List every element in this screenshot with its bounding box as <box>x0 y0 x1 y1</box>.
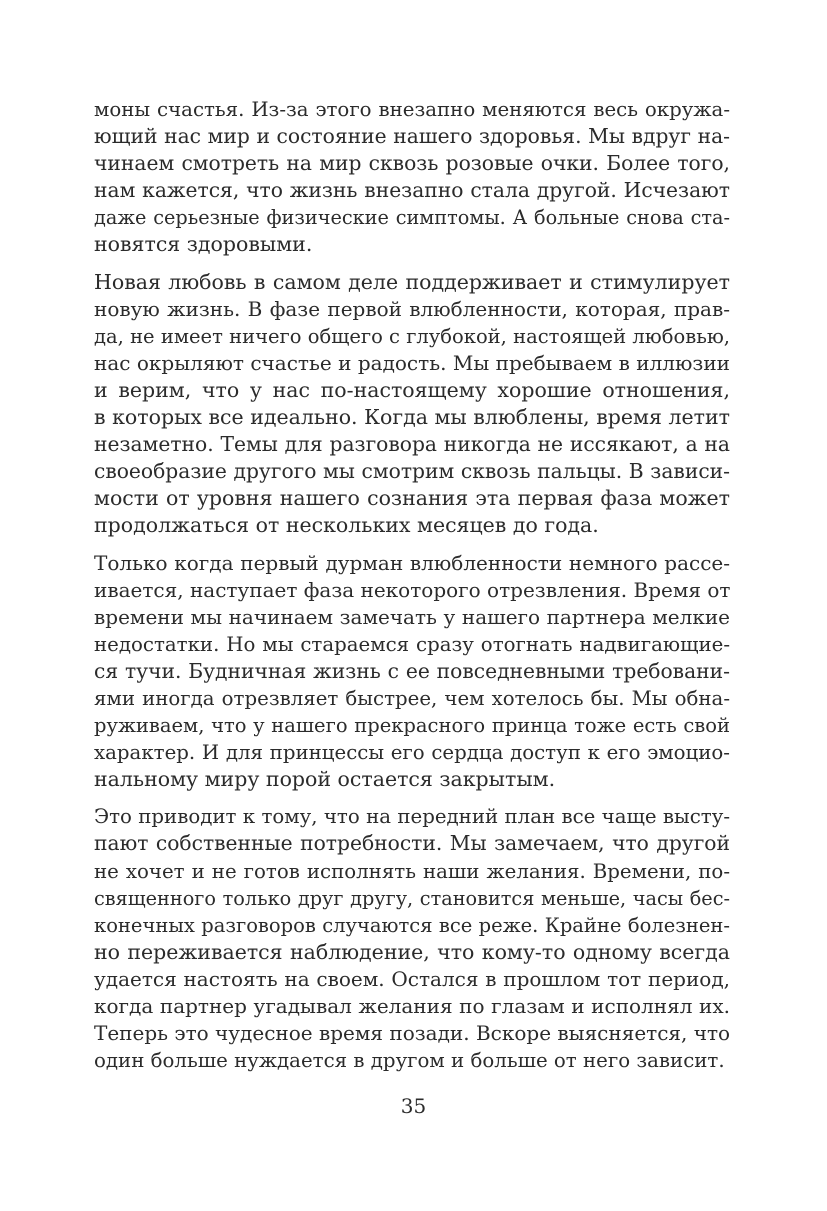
text-line: мости от уровня нашего сознания эта первая фаза может <box>94 486 730 511</box>
text-line: моны счастья. Из-за этого внезапно меняются весь окружа- <box>94 98 730 121</box>
text-line: даже серьезные физические симптомы. А больные снова ста- <box>94 206 730 230</box>
text-line: да, не имеет ничего общего с глубокой, настоящей любовью, <box>94 324 730 348</box>
text-line: священного только друг другу, становится меньше, часы бес- <box>94 886 730 910</box>
text-line: характер. И для принцессы его сердца доступ к его эмоцио- <box>94 741 730 765</box>
text-line: времени мы начинаем замечать у нашего партнера мелкие <box>94 604 730 629</box>
text-line: и верим, что у нас по-настоящему хорошие отношения, <box>94 377 730 402</box>
text-line: конечных разговоров случаются все реже. Крайне болезнен- <box>94 913 730 937</box>
text-line: Это приводит к тому, что на передний план все чаще высту- <box>94 805 730 829</box>
text-line: ющий нас мир и состояние нашего здоровья. Мы вдруг на- <box>94 124 730 149</box>
paragraph-2 <box>94 269 730 540</box>
text-line: своеобразие другого мы смотрим сквозь пальцы. В зависи- <box>94 459 730 484</box>
text-line: нас окрыляют счастье и радость. Мы пребываем в иллюзии <box>94 350 730 375</box>
paragraph-3 <box>94 550 730 794</box>
page-body <box>94 96 730 1084</box>
text-line: нальному миру порой остается закрытым. <box>94 767 556 792</box>
text-line: Теперь это чудесное время позади. Вскоре выясняется, что <box>94 1021 730 1046</box>
text-line: когда партнер угадывал желания по глазам и исполнял их. <box>94 994 730 1018</box>
text-line: не хочет и не готов исполнять наши желания. Времени, по- <box>94 859 730 883</box>
paragraph-1 <box>94 96 730 259</box>
text-line: продолжаться от нескольких месяцев до года. <box>94 513 599 538</box>
text-line: новую жизнь. В фазе первой влюбленности, которая, прав- <box>94 296 730 321</box>
text-line: руживаем, что у нашего прекрасного принца тоже есть свой <box>94 714 730 738</box>
text-line: новятся здоровыми. <box>94 232 313 257</box>
paragraph-4 <box>94 803 730 1074</box>
text-line: незаметно. Темы для разговора никогда не иссякают, а на <box>94 432 730 457</box>
text-line: Только когда первый дурман влюбленности немного рассе- <box>94 550 730 575</box>
text-line: один больше нуждается в другом и больше от него зависит. <box>94 1049 725 1073</box>
text-line: ивается, наступает фаза некоторого отрезвления. Время от <box>94 577 730 602</box>
text-line: нам кажется, что жизнь внезапно стала другой. Исчезают <box>94 178 730 203</box>
text-line: пают собственные потребности. Мы замечаем, что другой <box>94 831 730 856</box>
text-line: Новая любовь в самом деле поддерживает и стимулирует <box>94 269 730 294</box>
text-line: в которых все идеально. Когда мы влюблены, время летит <box>94 405 730 430</box>
text-line: но переживается наблюдение, что кому-то одному всегда <box>94 939 730 964</box>
page-number: 35 <box>400 1094 427 1118</box>
text-line: чинаем смотреть на мир сквозь розовые очки. Более того, <box>94 151 730 176</box>
text-line: ями иногда отрезвляет быстрее, чем хотелось бы. Мы обна- <box>94 686 730 710</box>
text-line: недостатки. Но мы стараемся сразу отогнать надвигающие- <box>94 632 730 656</box>
text-line: ся тучи. Будничная жизнь с ее повседневными требовани- <box>94 658 730 683</box>
text-line: удается настоять на своем. Остался в прошлом тот период, <box>94 966 730 991</box>
